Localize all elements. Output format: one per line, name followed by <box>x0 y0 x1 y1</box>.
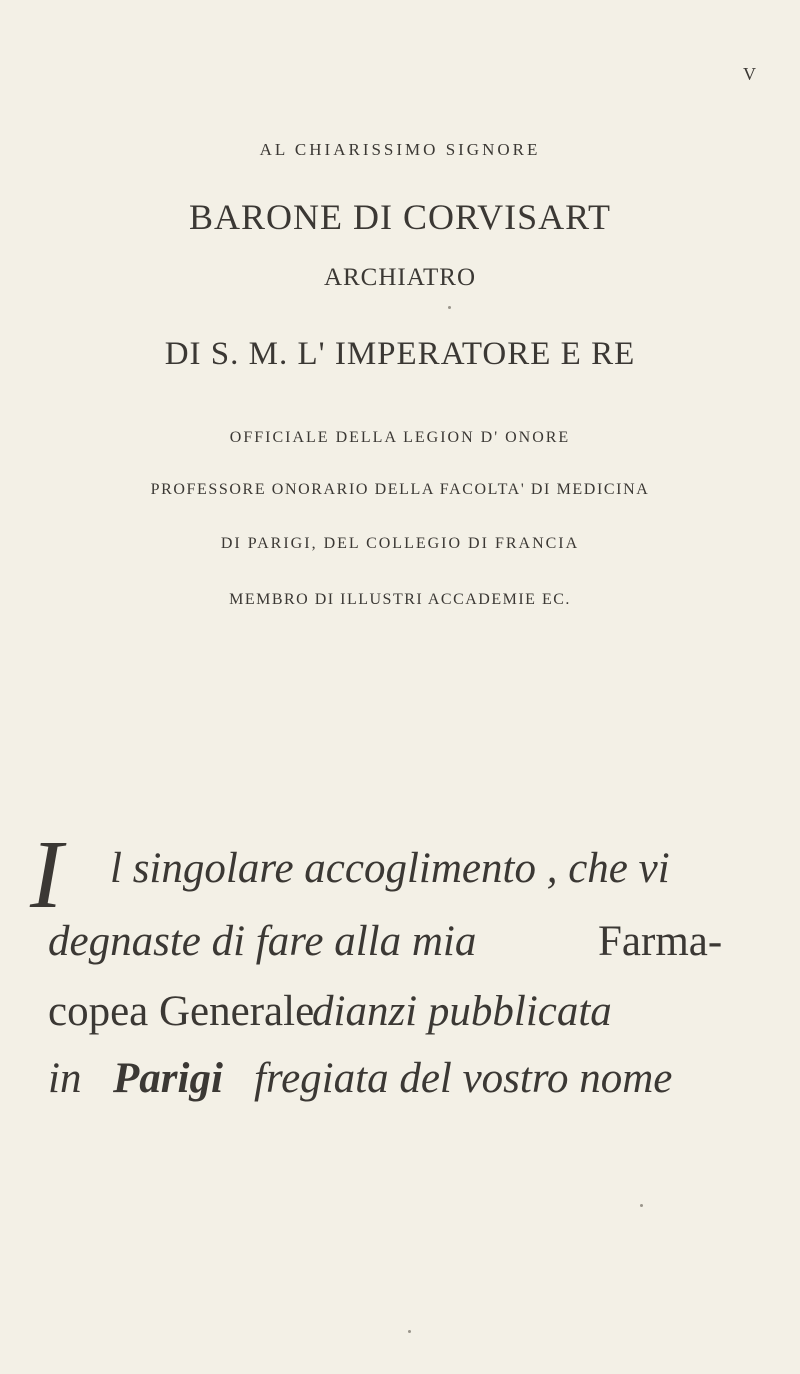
dedicatee-service: DI S. M. L' IMPERATORE E RE <box>164 336 636 372</box>
body-line-roman: copea Generale <box>48 988 315 1035</box>
body-line: fregiata del vostro nome <box>254 1055 673 1102</box>
paper-speck <box>640 1204 643 1207</box>
paper-speck <box>408 1330 411 1333</box>
body-line-roman: Farma- <box>598 918 723 965</box>
credential-line: PROFESSORE ONORARIO DELLA FACOLTA' DI MEDICINA <box>150 481 650 498</box>
dedicatee-title: ARCHIATRO <box>323 264 477 291</box>
dedicatee-name: BARONE DI CORVISART <box>189 197 611 237</box>
body-line: degnaste di fare alla mia <box>48 918 477 965</box>
credential-line: DI PARIGI, DEL COLLEGIO DI FRANCIA <box>220 535 580 552</box>
body-line-emphasis: Parigi <box>113 1055 223 1102</box>
paper-speck <box>448 306 451 309</box>
body-line: in <box>48 1055 82 1102</box>
body-line: l singolare accoglimento , che vi <box>110 845 670 892</box>
dedication-to: AL CHIARISSIMO SIGNORE <box>259 140 541 159</box>
page-number: V <box>743 64 756 84</box>
body-line: dianzi pubblicata <box>312 988 612 1035</box>
drop-cap: I <box>30 821 63 929</box>
credential-line: OFFICIALE DELLA LEGION D' ONORE <box>229 429 571 446</box>
credential-line: MEMBRO DI ILLUSTRI ACCADEMIE EC. <box>229 591 571 608</box>
